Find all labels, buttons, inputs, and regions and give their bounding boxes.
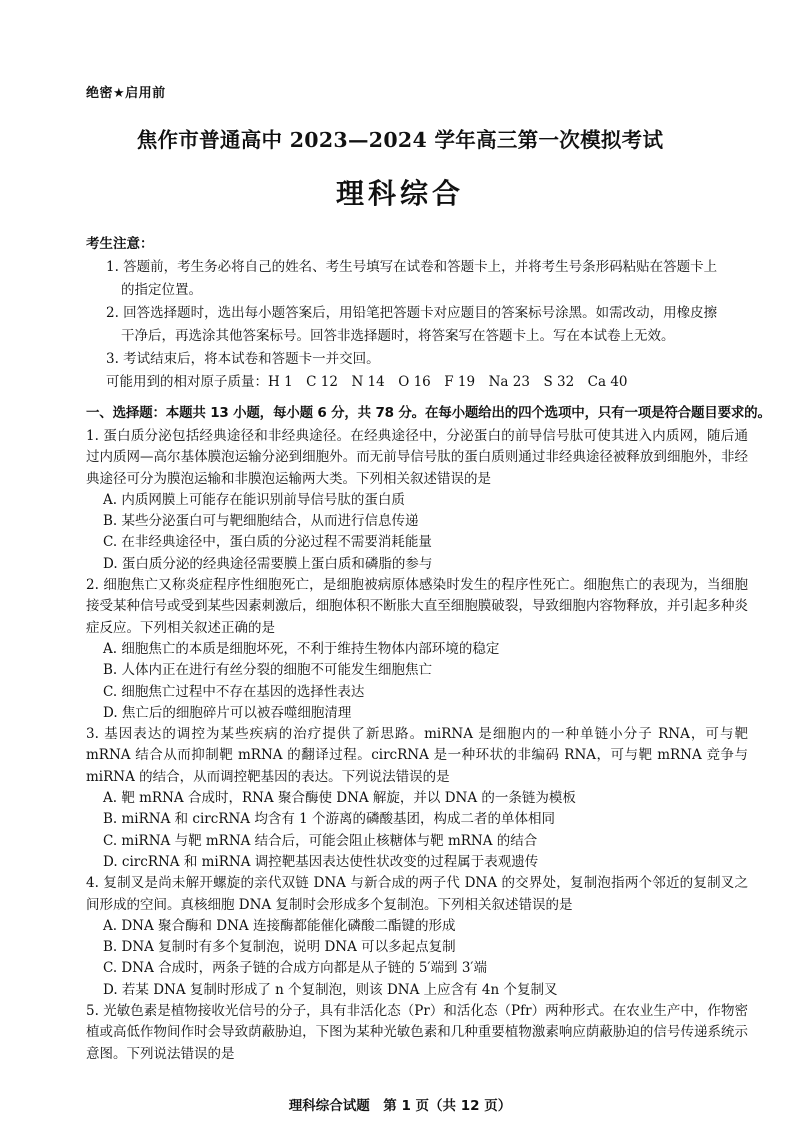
option-a: A. 细胞焦亡的本质是细胞坏死，不利于维持生物体内部环境的稳定 bbox=[103, 640, 500, 657]
notice-item: 1. 答题前，考生务必将自己的姓名、考生号填写在试卷和答题卡上，并将考生号条形码粘贴在答题卡上 bbox=[106, 259, 718, 275]
question-stem: 3. 基因表达的调控为某些疾病的治疗提供了新思路。miRNA 是细胞内的一种单链小分子 RNA，可与靶 mRNA 结合从而抑制靶 mRNA 的翻译过程。circRNA 是一种环状的非编码 RNA，可与靶 mRNA 竞争与 miRNA 的结合，从而调控靶基因的表达。下列说法错误的是 bbox=[86, 726, 748, 785]
question-3 bbox=[86, 724, 748, 873]
subject-title: 理科综合 bbox=[335, 177, 464, 210]
question-5 bbox=[86, 1001, 748, 1065]
question-2 bbox=[86, 575, 748, 724]
option-b: B. DNA 复制时有多个复制泡，说明 DNA 可以多起点复制 bbox=[103, 939, 456, 956]
atomic-masses: 可能用到的相对原子质量：H 1 C 12 N 14 O 16 F 19 Na 23 S 32 Ca 40 bbox=[106, 374, 628, 390]
option-d: D. 焦亡后的细胞碎片可以被吞噬细胞清理 bbox=[103, 704, 352, 721]
option-d: D. circRNA 和 miRNA 调控靶基因表达使性状改变的过程属于表观遗传 bbox=[103, 853, 539, 870]
option-c: C. miRNA 与靶 mRNA 结合后，可能会阻止核糖体与靶 mRNA 的结合 bbox=[103, 832, 538, 849]
notice-item: 2. 回答选择题时，选出每小题答案后，用铅笔把答题卡对应题目的答案标号涂黑。如需改动，用橡皮擦 bbox=[106, 305, 718, 321]
option-d: D. 若某 DNA 复制时形成了 n 个复制泡，则该 DNA 上应含有 4n 个复制叉 bbox=[103, 981, 558, 998]
notice-item-continuation: 干净后，再选涂其他答案标号。回答非选择题时，将答案写在答题卡上。写在本试卷上无效。 bbox=[121, 328, 675, 344]
option-b: B. 人体内正在进行有丝分裂的细胞不可能发生细胞焦亡 bbox=[103, 662, 433, 679]
question-4 bbox=[86, 873, 748, 1001]
option-c: C. 细胞焦亡过程中不存在基因的选择性表达 bbox=[103, 683, 365, 700]
option-c: C. DNA 合成时，两条子链的合成方向都是从子链的 5′端到 3′端 bbox=[103, 960, 487, 977]
notice-item: 3. 考试结束后，将本试卷和答题卡一并交回。 bbox=[106, 351, 380, 367]
notice-list bbox=[106, 256, 746, 394]
question-1 bbox=[86, 426, 748, 575]
confidential-mark: 绝密★启用前 bbox=[86, 86, 166, 101]
exam-title: 焦作市普通高中 2023—2024 学年高三第一次模拟考试 bbox=[136, 128, 664, 152]
page-footer: 理科综合试题 第 1 页（共 12 页） bbox=[288, 1098, 512, 1114]
section-heading: 一、选择题：本题共 13 小题，每小题 6 分，共 78 分。在每小题给出的四个选项中，只有一项是符合题目要求的。 bbox=[86, 405, 771, 421]
option-d: D. 蛋白质分泌的经典途径需要膜上蛋白质和磷脂的参与 bbox=[103, 555, 433, 572]
option-a: A. DNA 聚合酶和 DNA 连接酶都能催化磷酸二酯键的形成 bbox=[103, 917, 456, 934]
question-stem: 2. 细胞焦亡又称炎症程序性细胞死亡，是细胞被病原体感染时发生的程序性死亡。细胞焦亡的表现为，当细胞接受某种信号或受到某些因素刺激后，细胞体积不断胀大直至细胞膜破裂，导致细胞内容物释放，并引起多种炎症反应。下列相关叙述正确的是 bbox=[86, 577, 748, 636]
option-a: A. 内质网膜上可能存在能识别前导信号肽的蛋白质 bbox=[103, 491, 405, 508]
notice-item-continuation: 的指定位置。 bbox=[121, 282, 202, 298]
option-c: C. 在非经典途径中，蛋白质的分泌过程不需要消耗能量 bbox=[103, 534, 432, 551]
question-stem: 4. 复制叉是尚未解开螺旋的亲代双链 DNA 与新合成的两子代 DNA 的交界处，复制泡指两个邻近的复制叉之间形成的空间。真核细胞 DNA 复制时会形成多个复制泡。下列相关叙述错误的是 bbox=[86, 875, 748, 913]
question-stem: 1. 蛋白质分泌包括经典途径和非经典途径。在经典途径中，分泌蛋白的前导信号肽可使其进入内质网，随后通过内质网—高尔基体膜泡运输分泌到细胞外。而无前导信号肽的蛋白质则通过非经典途径被释放到细胞外，非经典途径可分为膜泡运输和非膜泡运输两大类。下列相关叙述错误的是 bbox=[86, 428, 748, 487]
question-list bbox=[86, 426, 748, 1065]
option-b: B. 某些分泌蛋白可与靶细胞结合，从而进行信息传递 bbox=[103, 513, 419, 530]
option-b: B. miRNA 和 circRNA 均含有 1 个游离的磷酸基团，构成二者的单体相同 bbox=[103, 811, 556, 828]
question-stem: 5. 光敏色素是植物接收光信号的分子，具有非活化态（Pr）和活化态（Pfr）两种形式。在农业生产中，作物密植或高低作物间作时会导致荫蔽胁迫，下图为某种光敏色素和几种重要植物激素响应荫蔽胁迫的信号传递系统示意图。下列说法错误的是 bbox=[86, 1003, 748, 1062]
notice-heading: 考生注意： bbox=[86, 236, 154, 252]
option-a: A. 靶 mRNA 合成时，RNA 聚合酶使 DNA 解旋，并以 DNA 的一条链为模板 bbox=[103, 790, 576, 807]
